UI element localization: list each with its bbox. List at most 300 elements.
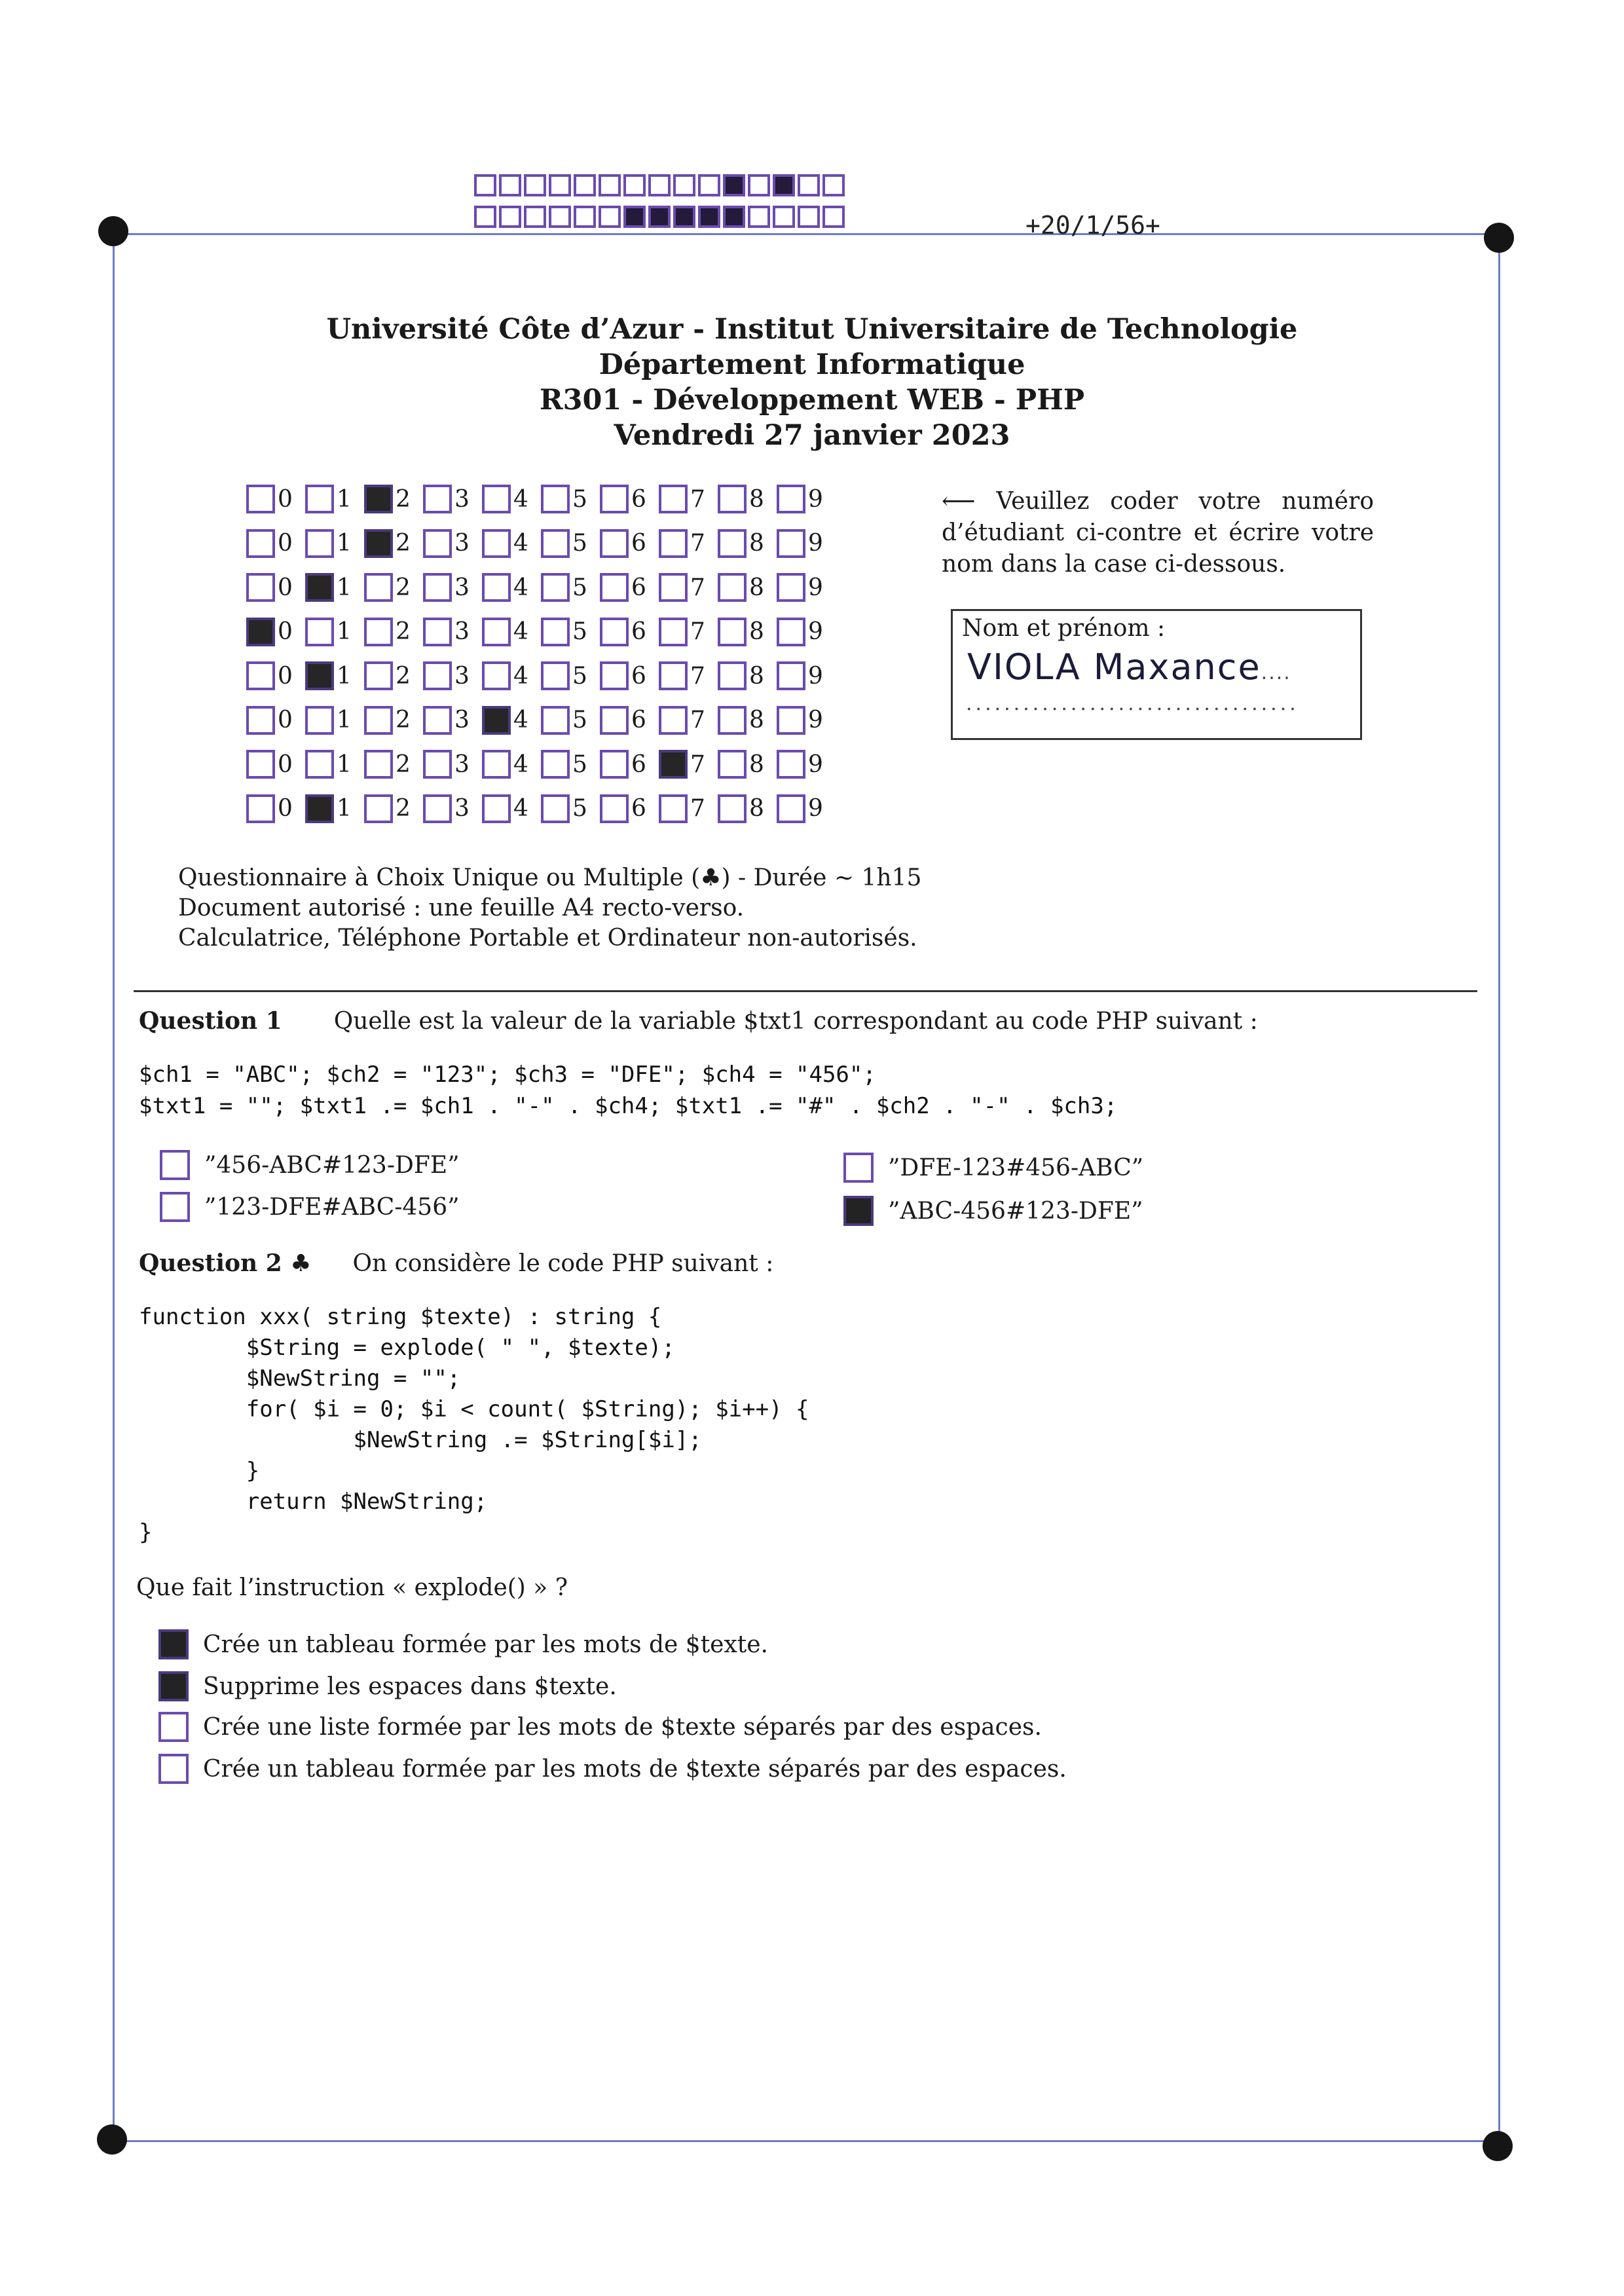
barcode-cell [673, 174, 695, 196]
rules-line-2: Document autorisé : une feuille A4 recto-verso. [178, 895, 745, 921]
id-digit-checkbox[interactable] [482, 573, 511, 602]
id-digit-option[interactable] [659, 618, 718, 646]
id-digit-checkbox[interactable] [718, 706, 747, 735]
id-digit-checkbox[interactable] [364, 573, 393, 602]
id-digit-checkbox[interactable] [600, 529, 629, 558]
id-digit-checkbox[interactable] [423, 706, 452, 735]
id-digit-checkbox[interactable] [718, 750, 747, 779]
id-digit-checkbox[interactable] [541, 706, 570, 735]
header-department: Département Informatique [599, 348, 1025, 381]
id-digit-label: 3 [454, 662, 470, 690]
id-digit-option[interactable] [482, 794, 541, 823]
id-digit-option[interactable] [305, 706, 364, 735]
id-digit-checkbox[interactable] [541, 661, 570, 690]
id-digit-label: 0 [278, 530, 293, 557]
id-digit-label: 4 [513, 662, 528, 690]
q1-label: Question 1 [139, 1007, 282, 1035]
id-digit-checkbox[interactable] [423, 573, 452, 602]
id-digit-option[interactable] [305, 529, 364, 558]
id-digit-checkbox[interactable] [659, 618, 688, 646]
id-digit-checkbox[interactable] [777, 529, 805, 558]
registration-mark-bottom-left [97, 2124, 127, 2155]
id-digit-checkbox[interactable] [423, 529, 452, 558]
id-digit-option[interactable] [659, 794, 718, 823]
id-digit-checkbox[interactable] [659, 485, 688, 513]
id-digit-option[interactable] [364, 794, 423, 823]
id-digit-label: 6 [631, 662, 646, 690]
barcode-row-1 [474, 174, 847, 196]
q2-question: Que fait l’instruction « explode() » ? [136, 1574, 568, 1601]
id-digit-label: 0 [278, 795, 293, 822]
id-digit-checkbox[interactable] [423, 794, 452, 823]
id-digit-option[interactable] [718, 485, 777, 513]
id-digit-checkbox[interactable] [246, 485, 275, 513]
id-digit-label: 4 [513, 618, 528, 645]
id-digit-option[interactable] [777, 794, 836, 823]
id-digit-option[interactable] [246, 661, 305, 690]
id-digit-option[interactable] [364, 661, 423, 690]
id-digit-checkbox[interactable] [364, 529, 393, 558]
id-digit-checkbox[interactable] [777, 661, 805, 690]
id-digit-option[interactable] [423, 529, 482, 558]
id-digit-option[interactable] [423, 706, 482, 735]
id-digit-option[interactable] [541, 794, 600, 823]
barcode-cell [698, 174, 720, 196]
id-digit-option[interactable] [541, 661, 600, 690]
id-digit-label: 2 [396, 662, 411, 690]
id-digit-checkbox[interactable] [423, 661, 452, 690]
q2-choice-2[interactable] [158, 1671, 617, 1701]
barcode-cell [499, 174, 521, 196]
id-digit-checkbox[interactable] [305, 573, 334, 602]
id-digit-label: 3 [454, 530, 470, 557]
id-digit-label: 7 [690, 707, 705, 733]
id-digit-option[interactable] [718, 706, 777, 735]
id-digit-checkbox[interactable] [777, 573, 805, 602]
id-digit-label: 8 [749, 618, 764, 645]
id-digit-label: 0 [278, 485, 293, 513]
id-digit-option[interactable] [777, 529, 836, 558]
id-digit-checkbox[interactable] [718, 529, 747, 558]
id-digit-label: 8 [749, 530, 764, 557]
rules-line-1: Questionnaire à Choix Unique ou Multiple (♣) - Durée ∼ 1h15 [178, 864, 922, 891]
id-digit-label: 5 [572, 707, 587, 733]
rules-line-3: Calculatrice, Téléphone Portable et Ordinateur non-autorisés. [178, 925, 917, 952]
q1-choice-2[interactable] [160, 1192, 460, 1222]
id-digit-option[interactable] [482, 706, 541, 735]
id-digit-label: 3 [454, 574, 470, 601]
id-digit-option[interactable] [482, 485, 541, 513]
barcode-cell [798, 174, 820, 196]
id-digit-label: 9 [808, 485, 823, 513]
id-digit-option[interactable] [305, 485, 364, 513]
id-digit-option[interactable] [659, 750, 718, 779]
id-digit-option[interactable] [246, 794, 305, 823]
id-digit-checkbox[interactable] [246, 794, 275, 823]
id-digit-label: 7 [690, 530, 705, 557]
id-digit-label: 6 [631, 485, 646, 513]
id-digit-checkbox[interactable] [364, 706, 393, 735]
id-digit-label: 2 [396, 530, 411, 557]
id-digit-option[interactable] [423, 618, 482, 646]
page-code: +20/1/56+ [1025, 211, 1160, 240]
id-digit-option[interactable] [718, 529, 777, 558]
id-digit-option[interactable] [541, 485, 600, 513]
id-digit-checkbox[interactable] [482, 706, 511, 735]
id-digit-label: 1 [337, 485, 352, 513]
frame-bottom-line [111, 2140, 1500, 2142]
id-digit-checkbox[interactable] [659, 706, 688, 735]
id-digit-label: 2 [396, 618, 411, 645]
id-digit-label: 0 [278, 574, 293, 601]
id-digit-option[interactable] [718, 750, 777, 779]
id-digit-option[interactable] [423, 485, 482, 513]
id-digit-label: 1 [337, 707, 352, 733]
id-digit-option[interactable] [423, 750, 482, 779]
id-digit-option[interactable] [600, 529, 659, 558]
id-digit-label: 7 [690, 485, 705, 513]
id-digit-label: 9 [808, 795, 823, 822]
barcode-cell [798, 206, 820, 228]
id-digit-option[interactable] [364, 529, 423, 558]
id-digit-label: 5 [572, 618, 587, 645]
name-box[interactable] [951, 609, 1362, 740]
id-digit-label: 4 [513, 530, 528, 557]
id-digit-option[interactable] [305, 794, 364, 823]
barcode-cell [574, 174, 596, 196]
id-digit-label: 8 [749, 707, 764, 733]
id-digit-checkbox[interactable] [541, 618, 570, 646]
barcode-cell [474, 174, 496, 196]
id-digit-checkbox[interactable] [305, 661, 334, 690]
id-instructions: ⟵ Veuillez coder votre numéro d’étudiant ci-contre et écrire votre nom dans la case ci-dessous. [942, 488, 1374, 578]
id-digit-checkbox[interactable] [541, 750, 570, 779]
q2-prompt [139, 1250, 773, 1277]
id-digit-label: 8 [749, 750, 764, 778]
barcode-cell [748, 206, 770, 228]
exam-header [0, 312, 1624, 453]
id-digit-checkbox[interactable] [600, 750, 629, 779]
id-digit-checkbox[interactable] [482, 794, 511, 823]
id-digit-label: 2 [396, 574, 411, 601]
id-digit-checkbox[interactable] [246, 706, 275, 735]
id-digit-option[interactable] [364, 706, 423, 735]
id-digit-option[interactable] [659, 529, 718, 558]
barcode-cell [822, 206, 845, 228]
id-digit-option[interactable] [364, 485, 423, 513]
id-digit-label: 7 [690, 618, 705, 645]
barcode-cell [723, 206, 745, 228]
id-digit-option[interactable] [246, 573, 305, 602]
id-digit-checkbox[interactable] [423, 618, 452, 646]
id-digit-label: 9 [808, 707, 823, 733]
id-digit-option[interactable] [777, 485, 836, 513]
q1-choice-1[interactable] [160, 1150, 460, 1180]
id-digit-checkbox[interactable] [364, 618, 393, 646]
id-digit-checkbox[interactable] [659, 661, 688, 690]
id-digit-checkbox[interactable] [423, 750, 452, 779]
q1-choice-2-label: ”123-DFE#ABC-456” [204, 1193, 460, 1221]
id-digit-checkbox[interactable] [777, 485, 805, 513]
registration-mark-top-right [1484, 223, 1514, 253]
id-digit-label: 4 [513, 795, 528, 822]
id-digit-option[interactable] [600, 750, 659, 779]
id-digit-option[interactable] [423, 573, 482, 602]
q2-choice-2-checkbox[interactable] [158, 1671, 189, 1701]
id-digit-checkbox[interactable] [600, 618, 629, 646]
barcode-cell [623, 174, 646, 196]
id-digit-label: 8 [749, 574, 764, 601]
id-digit-label: 9 [808, 750, 823, 778]
id-digit-checkbox[interactable] [364, 661, 393, 690]
barcode-cell [698, 206, 720, 228]
id-digit-label: 7 [690, 795, 705, 822]
id-digit-option[interactable] [541, 618, 600, 646]
id-digit-option[interactable] [246, 706, 305, 735]
id-digit-checkbox[interactable] [364, 794, 393, 823]
id-digit-option[interactable] [305, 573, 364, 602]
q1-choice-3-label: ”DFE-123#456-ABC” [888, 1154, 1144, 1181]
id-digit-option[interactable] [541, 750, 600, 779]
id-digit-option[interactable] [246, 485, 305, 513]
id-digit-label: 1 [337, 750, 352, 778]
id-row-5 [246, 657, 836, 694]
id-digit-option[interactable] [600, 706, 659, 735]
id-digit-option[interactable] [305, 661, 364, 690]
id-digit-option[interactable] [541, 706, 600, 735]
id-digit-checkbox[interactable] [482, 750, 511, 779]
id-digit-label: 0 [278, 662, 293, 690]
id-digit-option[interactable] [718, 794, 777, 823]
id-digit-checkbox[interactable] [305, 706, 334, 735]
id-digit-checkbox[interactable] [777, 706, 805, 735]
id-digit-label: 4 [513, 750, 528, 778]
q1-code-line-1: $ch1 = "ABC"; $ch2 = "123"; $ch3 = "DFE"; $ch4 = "456"; [139, 1062, 876, 1088]
id-digit-checkbox[interactable] [482, 529, 511, 558]
id-digit-label: 5 [572, 795, 587, 822]
id-row-6 [246, 702, 836, 739]
id-digit-checkbox[interactable] [305, 618, 334, 646]
id-digit-checkbox[interactable] [541, 485, 570, 513]
id-digit-option[interactable] [777, 750, 836, 779]
id-digit-option[interactable] [659, 485, 718, 513]
barcode-cell [648, 174, 671, 196]
id-digit-checkbox[interactable] [600, 661, 629, 690]
id-digit-label: 3 [454, 795, 470, 822]
id-digit-option[interactable] [600, 485, 659, 513]
id-digit-option[interactable] [777, 573, 836, 602]
q2-choice-4[interactable] [158, 1754, 1067, 1784]
id-digit-label: 1 [337, 530, 352, 557]
q2-choice-1[interactable] [158, 1629, 768, 1659]
id-digit-checkbox[interactable] [305, 794, 334, 823]
id-digit-label: 8 [749, 795, 764, 822]
id-digit-option[interactable] [659, 573, 718, 602]
q2-choice-3-checkbox[interactable] [158, 1712, 189, 1742]
id-digit-checkbox[interactable] [541, 573, 570, 602]
id-digit-checkbox[interactable] [600, 706, 629, 735]
frame-top-line [117, 233, 1500, 235]
id-digit-checkbox[interactable] [659, 794, 688, 823]
id-digit-label: 6 [631, 795, 646, 822]
id-digit-checkbox[interactable] [659, 750, 688, 779]
id-digit-checkbox[interactable] [246, 573, 275, 602]
id-digit-checkbox[interactable] [718, 485, 747, 513]
id-digit-checkbox[interactable] [482, 661, 511, 690]
id-digit-label: 4 [513, 707, 528, 733]
id-digit-checkbox[interactable] [777, 618, 805, 646]
id-row-7 [246, 746, 836, 783]
id-row-1 [246, 481, 836, 517]
id-digit-option[interactable] [718, 618, 777, 646]
q1-choice-1-checkbox[interactable] [160, 1150, 190, 1180]
id-digit-checkbox[interactable] [718, 661, 747, 690]
q2-choice-3[interactable] [158, 1712, 1042, 1742]
id-digit-option[interactable] [364, 618, 423, 646]
id-digit-option[interactable] [364, 573, 423, 602]
id-digit-option[interactable] [305, 750, 364, 779]
q1-choice-3[interactable] [843, 1153, 1143, 1183]
id-row-4 [246, 614, 836, 650]
id-digit-option[interactable] [305, 618, 364, 646]
barcode-cell [474, 206, 496, 228]
id-digit-label: 3 [454, 485, 470, 513]
id-digit-option[interactable] [659, 661, 718, 690]
id-digit-checkbox[interactable] [246, 661, 275, 690]
q2-code: function xxx( string $texte) : string { $String = explode( " ", $texte); $NewString = ""; for( $i = 0; $i < count( $String); $i++) { $NewString .= $String[$i]; } return $NewString; } [139, 1304, 809, 1546]
id-digit-checkbox[interactable] [777, 750, 805, 779]
frame-left-line [113, 233, 115, 2140]
q1-choice-4-checkbox[interactable] [843, 1196, 874, 1226]
barcode-row-2 [474, 206, 847, 228]
q1-choice-3-checkbox[interactable] [843, 1153, 874, 1183]
barcode-cell [673, 206, 695, 228]
id-digit-label: 5 [572, 574, 587, 601]
id-digit-option[interactable] [777, 706, 836, 735]
id-digit-option[interactable] [423, 661, 482, 690]
id-digit-checkbox[interactable] [718, 573, 747, 602]
q2-choice-4-label: Crée un tableau formée par les mots de $texte séparés par des espaces. [203, 1755, 1067, 1783]
q1-choice-2-checkbox[interactable] [160, 1192, 190, 1222]
q2-choice-4-checkbox[interactable] [158, 1754, 189, 1784]
id-digit-option[interactable] [600, 618, 659, 646]
id-digit-checkbox[interactable] [600, 485, 629, 513]
id-digit-checkbox[interactable] [541, 794, 570, 823]
id-digit-checkbox[interactable] [305, 529, 334, 558]
id-digit-label: 3 [454, 750, 470, 778]
id-digit-checkbox[interactable] [364, 485, 393, 513]
name-dotted-line: ................................... [966, 692, 1299, 715]
q2-choice-1-label: Crée un tableau formée par les mots de $texte. [203, 1631, 768, 1658]
id-digit-label: 0 [278, 750, 293, 778]
id-digit-label: 0 [278, 707, 293, 733]
id-digit-label: 9 [808, 574, 823, 601]
barcode-cell [773, 206, 795, 228]
id-digit-label: 8 [749, 662, 764, 690]
id-row-8 [246, 790, 836, 827]
id-digit-option[interactable] [246, 618, 305, 646]
id-digit-label: 6 [631, 618, 646, 645]
id-digit-checkbox[interactable] [246, 529, 275, 558]
q1-code-line-2: $txt1 = ""; $txt1 .= $ch1 . "-" . $ch4; $txt1 .= "#" . $ch2 . "-" . $ch3; [139, 1093, 1118, 1119]
id-digit-label: 9 [808, 662, 823, 690]
id-digit-option[interactable] [718, 661, 777, 690]
header-date: Vendredi 27 janvier 2023 [614, 419, 1010, 452]
id-digit-option[interactable] [600, 661, 659, 690]
id-digit-label: 5 [572, 750, 587, 778]
exam-rules [178, 863, 921, 954]
q2-choice-3-label: Crée une liste formée par les mots de $texte séparés par des espaces. [203, 1713, 1042, 1741]
q1-choice-4[interactable] [843, 1196, 1143, 1226]
id-digit-label: 4 [513, 574, 528, 601]
id-digit-checkbox[interactable] [600, 794, 629, 823]
id-digit-option[interactable] [659, 706, 718, 735]
barcode-cell [723, 174, 745, 196]
id-digit-option[interactable] [541, 529, 600, 558]
id-digit-option[interactable] [246, 529, 305, 558]
q2-choice-2-label: Supprime les espaces dans $texte. [203, 1673, 617, 1700]
id-digit-label: 9 [808, 530, 823, 557]
id-digit-option[interactable] [246, 750, 305, 779]
id-digit-checkbox[interactable] [482, 618, 511, 646]
id-digit-option[interactable] [482, 618, 541, 646]
id-digit-label: 1 [337, 574, 352, 601]
id-digit-option[interactable] [777, 661, 836, 690]
q2-choice-1-checkbox[interactable] [158, 1629, 189, 1659]
id-digit-checkbox[interactable] [423, 485, 452, 513]
id-digit-checkbox[interactable] [305, 750, 334, 779]
id-digit-option[interactable] [423, 794, 482, 823]
id-digit-label: 5 [572, 662, 587, 690]
id-digit-checkbox[interactable] [305, 485, 334, 513]
id-digit-option[interactable] [600, 573, 659, 602]
barcode-cell [524, 174, 546, 196]
id-digit-checkbox[interactable] [482, 485, 511, 513]
id-digit-option[interactable] [482, 529, 541, 558]
id-digit-checkbox[interactable] [600, 573, 629, 602]
id-digit-checkbox[interactable] [659, 529, 688, 558]
id-digit-checkbox[interactable] [777, 794, 805, 823]
q1-prompt [139, 1007, 1258, 1035]
id-digit-option[interactable] [777, 618, 836, 646]
id-digit-option[interactable] [364, 750, 423, 779]
id-digit-option[interactable] [482, 750, 541, 779]
id-digit-label: 8 [749, 485, 764, 513]
id-digit-label: 6 [631, 750, 646, 778]
id-digit-option[interactable] [600, 794, 659, 823]
barcode-cell [599, 174, 621, 196]
id-digit-checkbox[interactable] [659, 573, 688, 602]
id-digit-checkbox[interactable] [718, 618, 747, 646]
id-digit-checkbox[interactable] [246, 618, 275, 646]
id-digit-checkbox[interactable] [718, 794, 747, 823]
barcode-cell [748, 174, 770, 196]
id-digit-option[interactable] [718, 573, 777, 602]
name-label: Nom et prénom : [962, 615, 1166, 642]
barcode-cell [499, 206, 521, 228]
frame-right-line [1498, 233, 1500, 2140]
id-digit-label: 6 [631, 574, 646, 601]
id-digit-option[interactable] [541, 573, 600, 602]
id-digit-checkbox[interactable] [246, 750, 275, 779]
id-digit-checkbox[interactable] [364, 750, 393, 779]
id-digit-checkbox[interactable] [541, 529, 570, 558]
id-digit-label: 2 [396, 707, 411, 733]
id-digit-option[interactable] [482, 661, 541, 690]
barcode-cell [524, 206, 546, 228]
id-digit-label: 2 [396, 750, 411, 778]
id-digit-option[interactable] [482, 573, 541, 602]
